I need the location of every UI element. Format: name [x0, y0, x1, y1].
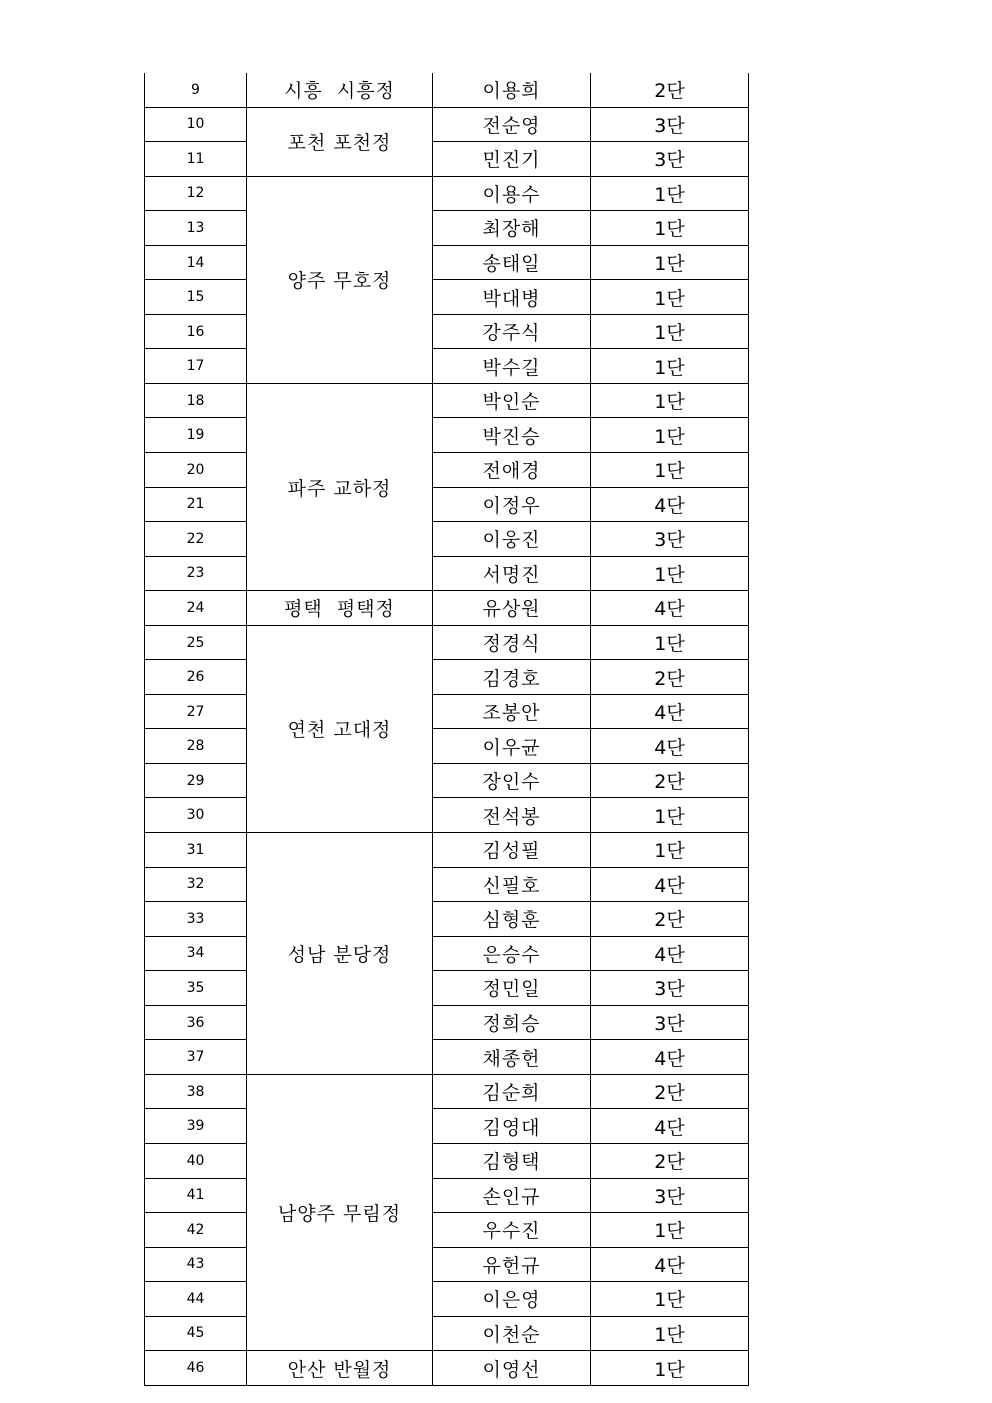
rank-cell: 1단 — [591, 1351, 749, 1386]
rank-cell: 1단 — [591, 1316, 749, 1351]
rank-cell: 4단 — [591, 729, 749, 764]
roster-body — [145, 73, 749, 1385]
row-number-cell: 19 — [145, 418, 247, 453]
rank-cell: 1단 — [591, 245, 749, 280]
rank-cell: 3단 — [591, 971, 749, 1006]
member-name-cell: 이천순 — [433, 1316, 591, 1351]
table-row — [145, 936, 749, 971]
row-number-cell: 46 — [145, 1351, 247, 1386]
table-row — [145, 314, 749, 349]
member-name-cell: 서명진 — [433, 556, 591, 591]
row-number-cell: 23 — [145, 556, 247, 591]
table-row — [145, 418, 749, 453]
rank-cell: 2단 — [591, 763, 749, 798]
rank-cell: 1단 — [591, 383, 749, 418]
member-name-cell: 손인규 — [433, 1178, 591, 1213]
table-row — [145, 833, 749, 868]
table-row — [145, 487, 749, 522]
row-number-cell: 34 — [145, 936, 247, 971]
member-name-cell: 유헌규 — [433, 1247, 591, 1282]
row-number-cell: 33 — [145, 902, 247, 937]
member-name-cell: 은승수 — [433, 936, 591, 971]
member-name-cell: 김성필 — [433, 833, 591, 868]
row-number-cell: 9 — [145, 73, 247, 107]
table-row — [145, 107, 749, 142]
rank-cell: 4단 — [591, 1247, 749, 1282]
member-name-cell: 김경호 — [433, 660, 591, 695]
rank-cell: 1단 — [591, 211, 749, 246]
member-name-cell: 이용수 — [433, 176, 591, 211]
row-number-cell: 42 — [145, 1213, 247, 1248]
rank-cell: 4단 — [591, 867, 749, 902]
table-row — [145, 1005, 749, 1040]
member-name-cell: 이영선 — [433, 1351, 591, 1386]
rank-cell: 1단 — [591, 556, 749, 591]
row-number-cell: 45 — [145, 1316, 247, 1351]
rank-cell: 3단 — [591, 107, 749, 142]
club-cell: 양주 무호정 — [247, 176, 433, 383]
club-cell: 남양주 무림정 — [247, 1074, 433, 1350]
member-roster-table — [144, 73, 749, 1386]
table-row — [145, 763, 749, 798]
member-name-cell: 전애경 — [433, 453, 591, 488]
row-number-cell: 17 — [145, 349, 247, 384]
table-row — [145, 1143, 749, 1178]
rank-cell: 4단 — [591, 1040, 749, 1075]
table-row — [145, 453, 749, 488]
row-number-cell: 29 — [145, 763, 247, 798]
rank-cell: 1단 — [591, 176, 749, 211]
row-number-cell: 22 — [145, 522, 247, 557]
table-row — [145, 729, 749, 764]
row-number-cell: 31 — [145, 833, 247, 868]
member-name-cell: 이웅진 — [433, 522, 591, 557]
row-number-cell: 16 — [145, 314, 247, 349]
member-name-cell: 이은영 — [433, 1282, 591, 1317]
rank-cell: 1단 — [591, 833, 749, 868]
row-number-cell: 37 — [145, 1040, 247, 1075]
member-name-cell: 이우균 — [433, 729, 591, 764]
member-name-cell: 유상원 — [433, 591, 591, 626]
club-cell: 평택 평택정 — [247, 591, 433, 626]
member-name-cell: 우수진 — [433, 1213, 591, 1248]
row-number-cell: 43 — [145, 1247, 247, 1282]
table-row — [145, 280, 749, 315]
rank-cell: 4단 — [591, 591, 749, 626]
member-name-cell: 신필호 — [433, 867, 591, 902]
rank-cell: 1단 — [591, 280, 749, 315]
member-name-cell: 이용희 — [433, 73, 591, 107]
row-number-cell: 25 — [145, 625, 247, 660]
rank-cell: 3단 — [591, 142, 749, 177]
member-name-cell: 송태일 — [433, 245, 591, 280]
row-number-cell: 10 — [145, 107, 247, 142]
rank-cell: 4단 — [591, 936, 749, 971]
table-row — [145, 1247, 749, 1282]
rank-cell: 2단 — [591, 73, 749, 107]
row-number-cell: 14 — [145, 245, 247, 280]
table-row — [145, 902, 749, 937]
table-row — [145, 798, 749, 833]
member-name-cell: 최장해 — [433, 211, 591, 246]
row-number-cell: 38 — [145, 1074, 247, 1109]
table-row — [145, 73, 749, 107]
rank-cell: 3단 — [591, 1178, 749, 1213]
table-row — [145, 867, 749, 902]
table-row — [145, 556, 749, 591]
table-row — [145, 1351, 749, 1386]
table-row — [145, 625, 749, 660]
table-row — [145, 1282, 749, 1317]
table-row — [145, 660, 749, 695]
member-name-cell: 정민일 — [433, 971, 591, 1006]
row-number-cell: 24 — [145, 591, 247, 626]
rank-cell: 2단 — [591, 1074, 749, 1109]
table-row — [145, 1316, 749, 1351]
club-cell: 안산 반월정 — [247, 1351, 433, 1386]
rank-cell: 3단 — [591, 522, 749, 557]
table-row — [145, 142, 749, 177]
rank-cell: 4단 — [591, 694, 749, 729]
rank-cell: 1단 — [591, 453, 749, 488]
row-number-cell: 18 — [145, 383, 247, 418]
member-name-cell: 정희승 — [433, 1005, 591, 1040]
club-cell: 포천 포천정 — [247, 107, 433, 176]
club-cell: 시흥 시흥정 — [247, 73, 433, 107]
member-name-cell: 김순희 — [433, 1074, 591, 1109]
row-number-cell: 44 — [145, 1282, 247, 1317]
member-name-cell: 조봉안 — [433, 694, 591, 729]
member-name-cell: 김형택 — [433, 1143, 591, 1178]
member-name-cell: 박인순 — [433, 383, 591, 418]
table-row — [145, 971, 749, 1006]
member-name-cell: 채종헌 — [433, 1040, 591, 1075]
table-row — [145, 176, 749, 211]
member-name-cell: 이정우 — [433, 487, 591, 522]
member-name-cell: 민진기 — [433, 142, 591, 177]
member-name-cell: 강주식 — [433, 314, 591, 349]
table-row — [145, 1040, 749, 1075]
rank-cell: 1단 — [591, 349, 749, 384]
row-number-cell: 41 — [145, 1178, 247, 1213]
rank-cell: 1단 — [591, 314, 749, 349]
row-number-cell: 20 — [145, 453, 247, 488]
row-number-cell: 27 — [145, 694, 247, 729]
club-cell: 성남 분당정 — [247, 833, 433, 1075]
member-name-cell: 심형훈 — [433, 902, 591, 937]
table-row — [145, 211, 749, 246]
row-number-cell: 36 — [145, 1005, 247, 1040]
row-number-cell: 32 — [145, 867, 247, 902]
table-row — [145, 1178, 749, 1213]
rank-cell: 2단 — [591, 1143, 749, 1178]
member-name-cell: 전순영 — [433, 107, 591, 142]
table-row — [145, 522, 749, 557]
row-number-cell: 28 — [145, 729, 247, 764]
row-number-cell: 11 — [145, 142, 247, 177]
table-row — [145, 1109, 749, 1144]
table-row — [145, 694, 749, 729]
table-row — [145, 245, 749, 280]
member-name-cell: 박진승 — [433, 418, 591, 453]
row-number-cell: 12 — [145, 176, 247, 211]
table-row — [145, 383, 749, 418]
member-name-cell: 장인수 — [433, 763, 591, 798]
row-number-cell: 26 — [145, 660, 247, 695]
table-row — [145, 591, 749, 626]
row-number-cell: 35 — [145, 971, 247, 1006]
row-number-cell: 13 — [145, 211, 247, 246]
row-number-cell: 15 — [145, 280, 247, 315]
rank-cell: 2단 — [591, 902, 749, 937]
row-number-cell: 21 — [145, 487, 247, 522]
row-number-cell: 30 — [145, 798, 247, 833]
row-number-cell: 40 — [145, 1143, 247, 1178]
member-name-cell: 김영대 — [433, 1109, 591, 1144]
rank-cell: 2단 — [591, 660, 749, 695]
rank-cell: 1단 — [591, 418, 749, 453]
member-name-cell: 정경식 — [433, 625, 591, 660]
rank-cell: 4단 — [591, 487, 749, 522]
rank-cell: 3단 — [591, 1005, 749, 1040]
table-row — [145, 1213, 749, 1248]
row-number-cell: 39 — [145, 1109, 247, 1144]
table-row — [145, 349, 749, 384]
rank-cell: 4단 — [591, 1109, 749, 1144]
rank-cell: 1단 — [591, 625, 749, 660]
member-name-cell: 박대병 — [433, 280, 591, 315]
rank-cell: 1단 — [591, 798, 749, 833]
table-row — [145, 1074, 749, 1109]
member-name-cell: 박수길 — [433, 349, 591, 384]
rank-cell: 1단 — [591, 1213, 749, 1248]
rank-cell: 1단 — [591, 1282, 749, 1317]
club-cell: 파주 교하정 — [247, 383, 433, 590]
member-name-cell: 전석봉 — [433, 798, 591, 833]
club-cell: 연천 고대정 — [247, 625, 433, 832]
